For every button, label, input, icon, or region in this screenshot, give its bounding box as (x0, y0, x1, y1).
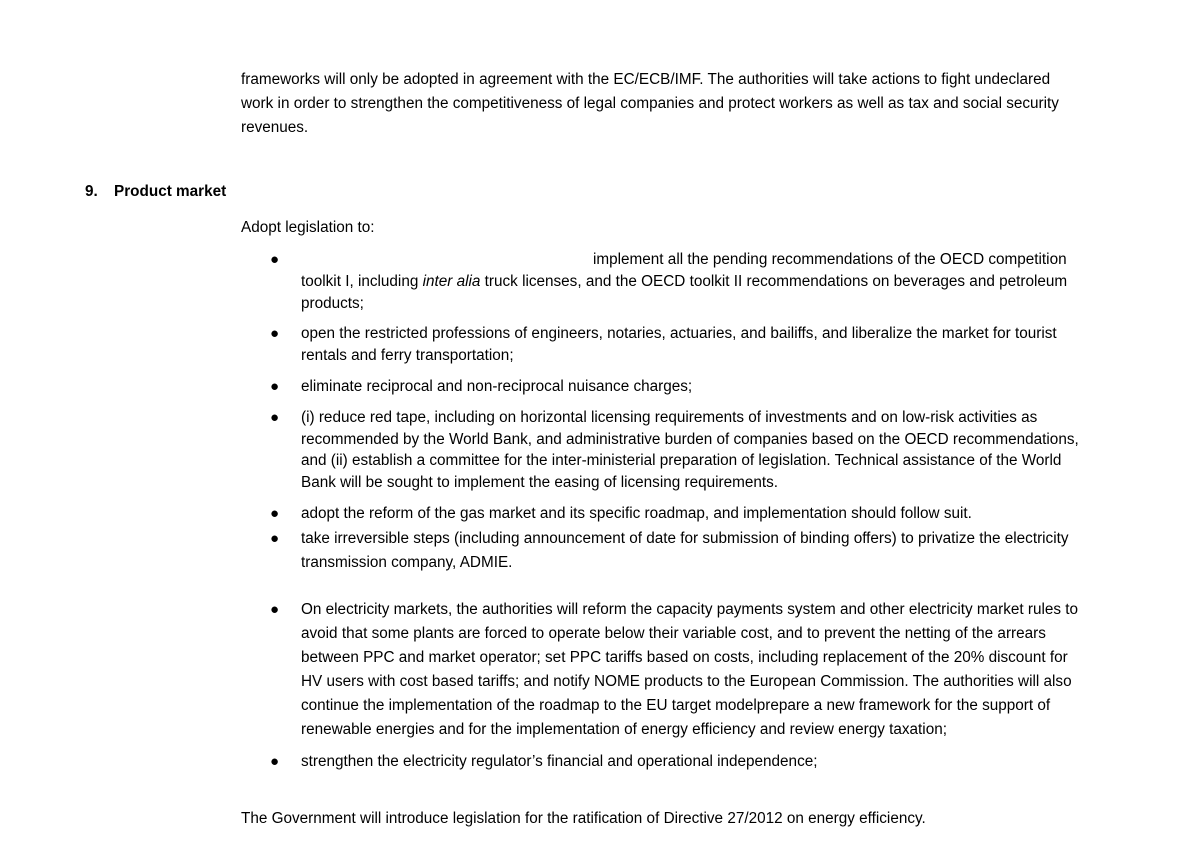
bullet-icon: ● (270, 377, 280, 395)
continuation-paragraph: frameworks will only be adopted in agreement with the EC/ECB/IMF. The authorities will take actions to fight undeclared work in order to strengthen the competitiveness of legal companies and protect workers as well as tax and social security revenues. (241, 71, 1059, 136)
bullet-icon: ● (270, 600, 280, 618)
bullet-text-1a: implement all the pending recommendations of the OECD competition toolkit I, including (301, 251, 1067, 290)
bullet-text: open the restricted professions of engineers, notaries, actuaries, and bailiffs, and liberalize the market for tourist rentals and ferry transportation; (301, 325, 1057, 365)
bullet-text: take irreversible steps (including announcement of date for submission of binding offers) to privatize the electricity transmission company, ADMIE. (301, 529, 1069, 571)
closing-paragraph: The Government will introduce legislation for the ratification of Directive 27/2012 on energy efficiency. (241, 810, 926, 827)
bullet-text-1b: truck licenses, and the OECD toolkit II recommendations on beverages and petroleum products; (301, 272, 1068, 312)
list-item (0, 503, 1086, 525)
list-item (0, 376, 1086, 398)
list-item (0, 249, 1086, 314)
bullet-text: (i) reduce red tape, including on horizontal licensing requirements of investments and on low-risk activities as recommended by the World Bank, and administrative burden of companies based on the OECD recommendations, and (ii) establish a committee for the inter-ministerial preparation of legislation. Technical assistance of the World Bank will be sought to implement the easing of licensing requirements. (301, 408, 1079, 492)
bullet-text-1-italic: inter alia (422, 272, 481, 290)
bullet-icon: ● (270, 504, 280, 522)
bullet-text: adopt the reform of the gas market and its specific roadmap, and implementation should follow suit. (301, 504, 972, 522)
list-item (0, 407, 1086, 494)
bullet-text: strengthen the electricity regulator’s financial and operational independence; (301, 752, 818, 770)
intro-text: Adopt legislation to: (241, 219, 375, 236)
bullet-icon: ● (270, 408, 280, 426)
bullet-text: eliminate reciprocal and non-reciprocal nuisance charges; (301, 377, 693, 395)
bullet-list (0, 249, 1178, 773)
bullet-text: On electricity markets, the authorities will reform the capacity payments system and other electricity market rules to avoid that some plants are forced to operate below their variable cost, and to prevent the netting of the arrears between PPC and market operator; set PPC tariffs based on costs, including replacement of the 20% discount for HV users with cost based tariffs; and notify NOME products to the European Commission. The authorities will also continue the implementation of the roadmap to the EU target modelprepare a new framework for the support of renewable energies and for the implementation of energy efficiency and review energy taxation; (301, 600, 1079, 738)
section-title: Product market (114, 183, 227, 200)
section-number: 9. (85, 183, 98, 200)
bullet-icon: ● (270, 251, 280, 268)
bullet-icon: ● (270, 529, 280, 547)
list-item (0, 598, 1086, 742)
bullet-icon: ● (270, 752, 280, 770)
section-heading (85, 180, 226, 204)
list-item (0, 323, 1086, 367)
bullet-icon: ● (270, 325, 280, 343)
list-item (0, 527, 1086, 575)
list-item (0, 751, 1086, 773)
